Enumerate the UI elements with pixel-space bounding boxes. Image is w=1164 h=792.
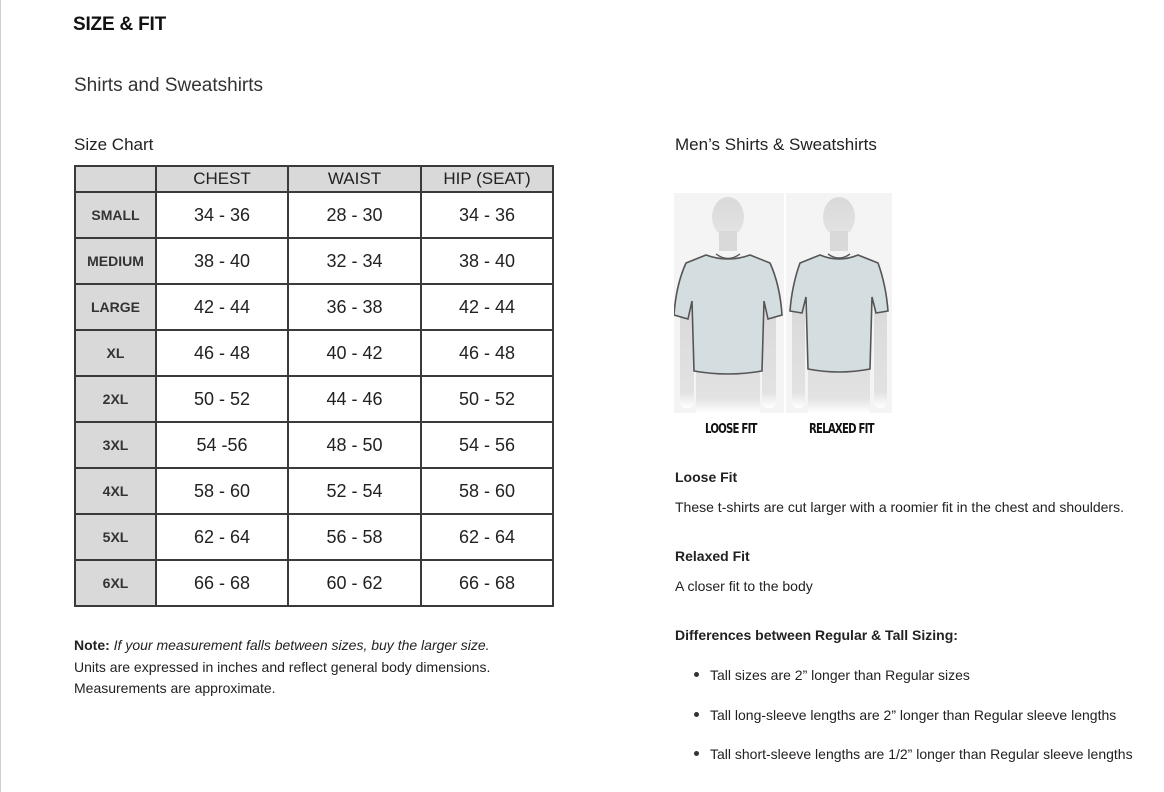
waist-value: 32 - 34 [288, 238, 421, 284]
note-units: Units are expressed in inches and reflect general body dimensions. [74, 658, 491, 675]
chest-value: 66 - 68 [156, 560, 288, 606]
size-note [74, 635, 490, 700]
table-row [75, 514, 553, 560]
size-label: 2XL [75, 376, 156, 422]
table-row [75, 422, 553, 468]
regular-tall-list [690, 655, 1133, 774]
size-label: MEDIUM [75, 238, 156, 284]
header-size [75, 166, 156, 192]
header-waist: WAIST [288, 166, 421, 192]
chest-value: 46 - 48 [156, 330, 288, 376]
size-label: LARGE [75, 284, 156, 330]
hip-value: 54 - 56 [421, 422, 553, 468]
chest-value: 34 - 36 [156, 192, 288, 238]
waist-value: 52 - 54 [288, 468, 421, 514]
relaxed-fit-description: A closer fit to the body [675, 578, 813, 594]
note-approx: Measurements are approximate. [74, 680, 276, 696]
waist-value: 48 - 50 [288, 422, 421, 468]
table-row [75, 468, 553, 514]
hip-value: 46 - 48 [421, 330, 553, 376]
loose-fit-caption: LOOSE FIT [705, 422, 757, 437]
regular-tall-heading: Differences between Regular & Tall Sizing: [675, 627, 958, 643]
bullet-icon [694, 672, 699, 677]
table-row [75, 376, 553, 422]
table-header-row [75, 166, 553, 192]
chest-value: 42 - 44 [156, 284, 288, 330]
list-item [690, 695, 1133, 735]
note-label: Note: [74, 637, 110, 653]
size-label: SMALL [75, 192, 156, 238]
size-label: 5XL [75, 514, 156, 560]
list-item-text: Tall long-sleeve lengths are 2” longer than Regular sleeve lengths [710, 706, 1117, 723]
bullet-icon [694, 712, 699, 717]
waist-value: 28 - 30 [288, 192, 421, 238]
hip-value: 50 - 52 [421, 376, 553, 422]
chest-value: 50 - 52 [156, 376, 288, 422]
list-item [690, 734, 1133, 774]
table-row [75, 284, 553, 330]
left-border [0, 0, 1, 792]
relaxed-fit-figure [786, 193, 892, 413]
waist-value: 36 - 38 [288, 284, 421, 330]
list-item-text: Tall sizes are 2” longer than Regular sizes [710, 667, 970, 683]
waist-value: 60 - 62 [288, 560, 421, 606]
header-chest: CHEST [156, 166, 288, 192]
relaxed-fit-caption: RELAXED FIT [809, 422, 874, 437]
hip-value: 34 - 36 [421, 192, 553, 238]
page-title: SIZE & FIT [73, 14, 167, 35]
loose-fit-figure [674, 193, 784, 413]
size-label: 3XL [75, 422, 156, 468]
category-subtitle: Shirts and Sweatshirts [74, 75, 264, 96]
list-item-text: Tall short-sleeve lengths are 1/2” longer than Regular sleeve lengths [710, 746, 1133, 762]
table-row [75, 330, 553, 376]
size-chart-heading: Size Chart [74, 135, 154, 154]
mens-shirts-heading: Men’s Shirts & Sweatshirts [675, 135, 877, 154]
waist-value: 44 - 46 [288, 376, 421, 422]
table-row [75, 560, 553, 606]
relaxed-fit-title: Relaxed Fit [675, 548, 750, 564]
chest-value: 54 -56 [156, 422, 288, 468]
hip-value: 62 - 64 [421, 514, 553, 560]
size-chart-table [74, 165, 554, 607]
size-label: 4XL [75, 468, 156, 514]
loose-fit-description: These t-shirts are cut larger with a roomier fit in the chest and shoulders. [675, 499, 1124, 515]
fit-illustration [674, 193, 894, 415]
loose-fit-title: Loose Fit [675, 469, 738, 485]
waist-value: 40 - 42 [288, 330, 421, 376]
hip-value: 42 - 44 [421, 284, 553, 330]
size-label: 6XL [75, 560, 156, 606]
chest-value: 58 - 60 [156, 468, 288, 514]
waist-value: 56 - 58 [288, 514, 421, 560]
bullet-icon [694, 751, 699, 756]
size-label: XL [75, 330, 156, 376]
list-item [690, 655, 1133, 695]
note-italic: If your measurement falls between sizes, buy the larger size. [113, 637, 490, 653]
hip-value: 38 - 40 [421, 238, 553, 284]
hip-value: 66 - 68 [421, 560, 553, 606]
chest-value: 62 - 64 [156, 514, 288, 560]
header-hip: HIP (SEAT) [421, 166, 553, 192]
table-row [75, 238, 553, 284]
table-row [75, 192, 553, 238]
hip-value: 58 - 60 [421, 468, 553, 514]
chest-value: 38 - 40 [156, 238, 288, 284]
